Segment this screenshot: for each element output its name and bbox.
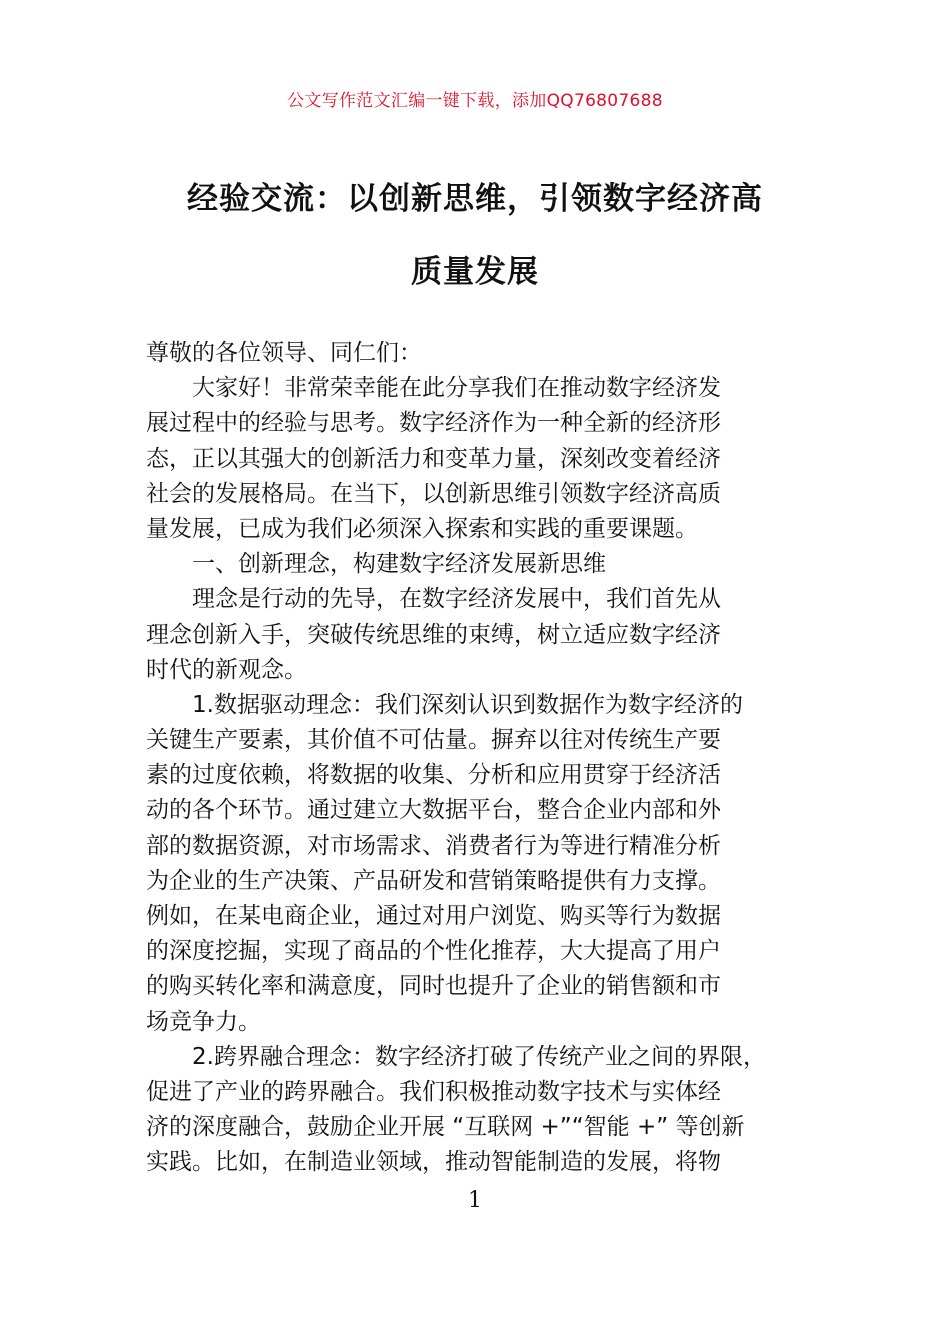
body-line: 济的深度融合，鼓励企业开展 “互联网 +”“智能 +” 等创新 — [146, 1114, 745, 1141]
body-line: 素的过度依赖，将数据的收集、分析和应用贯穿于经济活 — [146, 762, 721, 789]
body-line: 态，正以其强大的创新活力和变革力量，深刻改变着经济 — [146, 445, 721, 472]
body-line: 社会的发展格局。在当下，以创新思维引领数字经济高质 — [146, 480, 721, 507]
body-line: 一、创新理念，构建数字经济发展新思维 — [192, 551, 606, 578]
body-line: 的深度挖掘，实现了商品的个性化推荐，大大提高了用户 — [146, 938, 721, 965]
body-line: 实践。比如，在制造业领域，推动智能制造的发展，将物 — [146, 1149, 721, 1176]
body-line: 关键生产要素，其价值不可估量。摒弃以往对传统生产要 — [146, 727, 721, 754]
body-line: 1.数据驱动理念：我们深刻认识到数据作为数字经济的 — [192, 691, 743, 718]
body-line: 大家好！非常荣幸能在此分享我们在推动数字经济发 — [192, 375, 721, 402]
body-line: 动的各个环节。通过建立大数据平台，整合企业内部和外 — [146, 797, 721, 824]
download-notice: 公文写作范文汇编一键下载，添加QQ76807688 — [287, 91, 663, 111]
body-line: 量发展，已成为我们必须深入探索和实践的重要课题。 — [146, 515, 698, 542]
document-body — [146, 336, 814, 1181]
document-title-line-1: 经验交流：以创新思维，引领数字经济高 — [187, 181, 763, 217]
body-line: 的购买转化率和满意度，同时也提升了企业的销售额和市 — [146, 973, 721, 1000]
body-line: 部的数据资源，对市场需求、消费者行为等进行精准分析 — [146, 832, 721, 859]
body-line: 时代的新观念。 — [146, 656, 307, 683]
document-title-line-2: 质量发展 — [411, 254, 539, 290]
body-line: 尊敬的各位领导、同仁们： — [146, 340, 422, 366]
body-line: 展过程中的经验与思考。数字经济作为一种全新的经济形 — [146, 410, 721, 437]
body-line: 理念创新入手，突破传统思维的束缚，树立适应数字经济 — [146, 621, 721, 648]
body-line: 2.跨界融合理念：数字经济打破了传统产业之间的界限， — [192, 1043, 766, 1070]
body-line: 场竞争力。 — [146, 1008, 261, 1035]
body-line: 理念是行动的先导，在数字经济发展中，我们首先从 — [192, 586, 721, 613]
page-number: 1 — [468, 1188, 482, 1213]
body-line: 促进了产业的跨界融合。我们积极推动数字技术与实体经 — [146, 1078, 721, 1105]
body-line: 例如，在某电商企业，通过对用户浏览、购买等行为数据 — [146, 903, 721, 929]
body-line: 为企业的生产决策、产品研发和营销策略提供有力支撑。 — [146, 867, 721, 894]
